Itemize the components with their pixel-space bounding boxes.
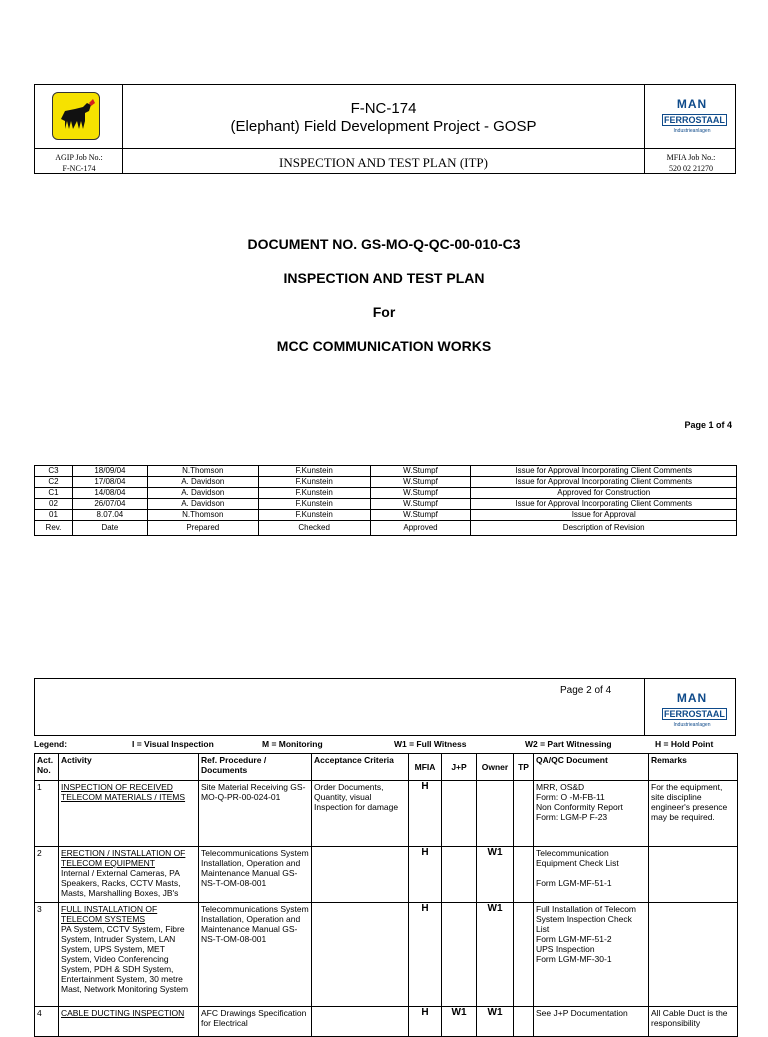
eni-logo	[52, 92, 100, 140]
project-code: F-NC-174	[350, 100, 417, 117]
divider	[34, 148, 736, 149]
legend-item: M = Monitoring	[262, 739, 323, 749]
table-header-row: Rev. Date Prepared Checked Approved Description of Revision	[35, 521, 737, 536]
page2-number: Page 2 of 4	[560, 685, 612, 696]
six-legged-dog-icon	[53, 93, 99, 139]
activity-title: CABLE DUCTING INSPECTION	[61, 1008, 185, 1018]
table-row: C2 17/08/04 A. Davidson F.Kunstein W.Stumpf Issue for Approval Incorporating Client Comments	[35, 477, 737, 488]
divider	[644, 678, 645, 736]
table-row: 01 8.07.04 N.Thomson F.Kunstein W.Stumpf Issue for Approval	[35, 510, 737, 521]
page-number: Page 1 of 4	[684, 420, 732, 430]
activity-title: FULL INSTALLATION OF TELECOM SYSTEMS	[61, 904, 158, 924]
legend-item: W1 = Full Witness	[394, 739, 467, 749]
legend-item: I = Visual Inspection	[132, 739, 214, 749]
itp-table	[34, 753, 738, 1037]
agip-job-no: AGIP Job No.: F-NC-174	[55, 153, 103, 173]
mfia-job-no: MFIA Job No.: 520 02 21270	[666, 153, 716, 173]
revision-table	[34, 465, 737, 536]
document-for: For	[372, 304, 396, 320]
table-header-row: Act. No. Activity Ref. Procedure / Documents Acceptance Criteria MFIA J+P Owner TP QA/QC Document Remarks	[35, 754, 738, 781]
legend-item: H = Hold Point	[655, 739, 714, 749]
project-header	[123, 100, 644, 136]
activity-detail: Internal / External Cameras, PA Speakers, Racks, CCTV Masts, Masts, Marshalling Boxes, JB's	[61, 868, 181, 898]
table-row: 02 26/07/04 A. Davidson F.Kunstein W.Stumpf Issue for Approval Incorporating Client Comments	[35, 499, 737, 510]
table-row: 3 FULL INSTALLATION OF TELECOM SYSTEMS PA System, CCTV System, Fibre System, Intruder System, LAN System, UPS System, MET System, Video Conferencing System, PDH & SDH System, Entertainment System, 30 metre Mast, Network Monitoring System Telecommunications System Installation, Operation and Maintenance Manual GS-NS-T-OM-08-001 H W1 Full Installation of Telecom System Inspection Check List Form LGM-MF-51-2 UPS Inspection Form LGM-MF-30-1	[35, 903, 738, 1007]
document-subject: MCC COMMUNICATION WORKS	[276, 338, 492, 354]
table-row: C3 18/09/04 N.Thomson F.Kunstein W.Stumpf Issue for Approval Incorporating Client Comments	[35, 466, 737, 477]
man-ferrostaal-logo: MAN FERROSTAAL Industrieanlagen	[664, 97, 725, 134]
activity-title: INSPECTION OF RECEIVED TELECOM MATERIALS / ITEMS	[61, 782, 186, 802]
legend-label: Legend:	[34, 739, 68, 749]
doc-type: INSPECTION AND TEST PLAN (ITP)	[279, 155, 488, 170]
legend-item: W2 = Part Witnessing	[525, 739, 612, 749]
activity-detail: PA System, CCTV System, Fibre System, Intruder System, LAN System, UPS System, MET System, Video Conferencing System, PDH & SDH System, Entertainment System, 30 metre Mast, Network Monitoring System	[61, 924, 189, 994]
divider	[644, 84, 645, 174]
activity-title: ERECTION / INSTALLATION OF TELECOM EQUIPMENT	[61, 848, 186, 868]
project-title: (Elephant) Field Development Project - GOSP	[230, 118, 537, 135]
table-row: 1 INSPECTION OF RECEIVED TELECOM MATERIALS / ITEMS Site Material Receiving GS-MO-Q-PR-00-024-01 Order Documents, Quantity, visual Inspection for damage H MRR, OS&D Form: O -M-FB-11 Non Conformity Report Form: LGM-P F-23 For the equipment, site discipline engineer's presence may be required.	[35, 781, 738, 847]
table-row: C1 14/08/04 A. Davidson F.Kunstein W.Stumpf Approved for Construction	[35, 488, 737, 499]
table-row: 4 CABLE DUCTING INSPECTION AFC Drawings Specification for Electrical H W1 W1 See J+P Documentation All Cable Duct is the responsibility	[35, 1007, 738, 1037]
man-ferrostaal-logo: MAN FERROSTAAL Industrieanlagen	[664, 691, 725, 728]
document-number: DOCUMENT NO. GS-MO-Q-QC-00-010-C3	[247, 236, 521, 252]
document-title: INSPECTION AND TEST PLAN	[283, 270, 485, 286]
table-row: 2 ERECTION / INSTALLATION OF TELECOM EQUIPMENT Internal / External Cameras, PA Speakers, Racks, CCTV Masts, Masts, Marshalling Boxes, JB's Telecommunications System Installation, Operation and Maintenance Manual GS-NS-T-OM-08-001 H W1 Telecommunication Equipment Check List Form LGM-MF-51-1	[35, 847, 738, 903]
